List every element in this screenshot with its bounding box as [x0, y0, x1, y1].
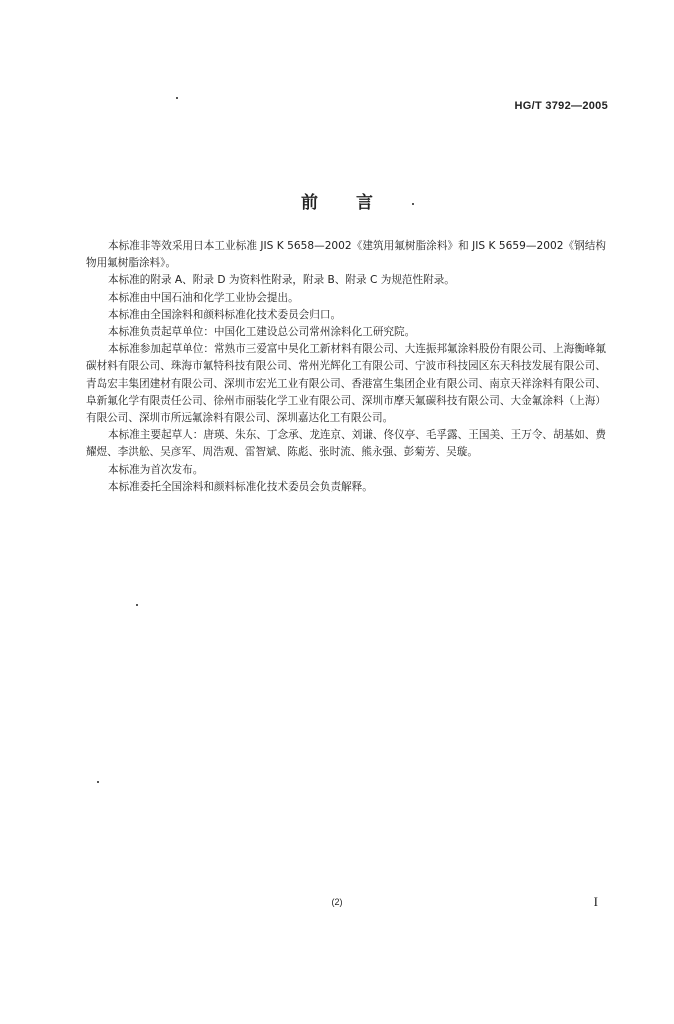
paragraph-centralized: 本标准由全国涂料和颜料标准化技术委员会归口。	[108, 308, 342, 321]
standard-code: HG/T 3792—2005	[514, 100, 608, 112]
paragraph-first-release: 本标准为首次发布。	[108, 463, 204, 476]
foreword-body	[86, 238, 606, 496]
paragraph-drafting-unit: 本标准负责起草单位：中国化工建设总公司常州涂料化工研究院。	[108, 326, 416, 339]
paragraph-participating-units: 本标准参加起草单位：常熟市三爱富中昊化工新材料有限公司、大连振邦氟涂料股份有限公司、上海衡峰氟碳材料有限公司、珠海市氟特科技有限公司、常州光辉化工有限公司、宁波市科技园区东天科技发展有限公司、青岛宏丰集团建材有限公司、深圳市宏光工业有限公司、香港富生集团企业有限公司、南京天祥涂料有限公司、阜新氟化学有限责任公司、徐州市丽装化学工业有限公司、深圳市摩天氟碳科技有限公司、大金氟涂料（上海）有限公司、深圳市所远氟涂料有限公司、深圳嘉达化工有限公司。	[86, 343, 606, 425]
paragraph-proposer: 本标准由中国石油和化学工业协会提出。	[108, 291, 299, 304]
scan-speck	[176, 97, 178, 99]
paragraph-interpretation: 本标准委托全国涂料和颜料标准化技术委员会负责解释。	[108, 480, 373, 493]
paragraph-drafters: 本标准主要起草人：唐瑛、朱东、丁念承、龙连京、刘谦、佟仪亭、毛孚露、王国美、王万令、胡基如、费耀煜、李洪舩、吴彦军、周浩观、雷智斌、陈彪、张时流、熊永强、彭菊芳、吴璇。	[86, 429, 606, 459]
scan-speck	[412, 203, 414, 205]
scan-speck	[136, 604, 138, 606]
paragraph-adoption: 本标准非等效采用日本工业标准 JIS K 5658—2002《建筑用氟树脂涂料》和 JIS K 5659—2002《钢结构物用氟树脂涂料》。	[86, 240, 606, 270]
paragraph-appendices: 本标准的附录 A、附录 D 为资料性附录，附录 B、附录 C 为规范性附录。	[108, 274, 455, 287]
page-title: 前言	[301, 193, 411, 213]
page-number: I	[593, 894, 598, 909]
footer-center-mark: (2)	[331, 897, 343, 907]
scan-speck	[97, 781, 99, 783]
